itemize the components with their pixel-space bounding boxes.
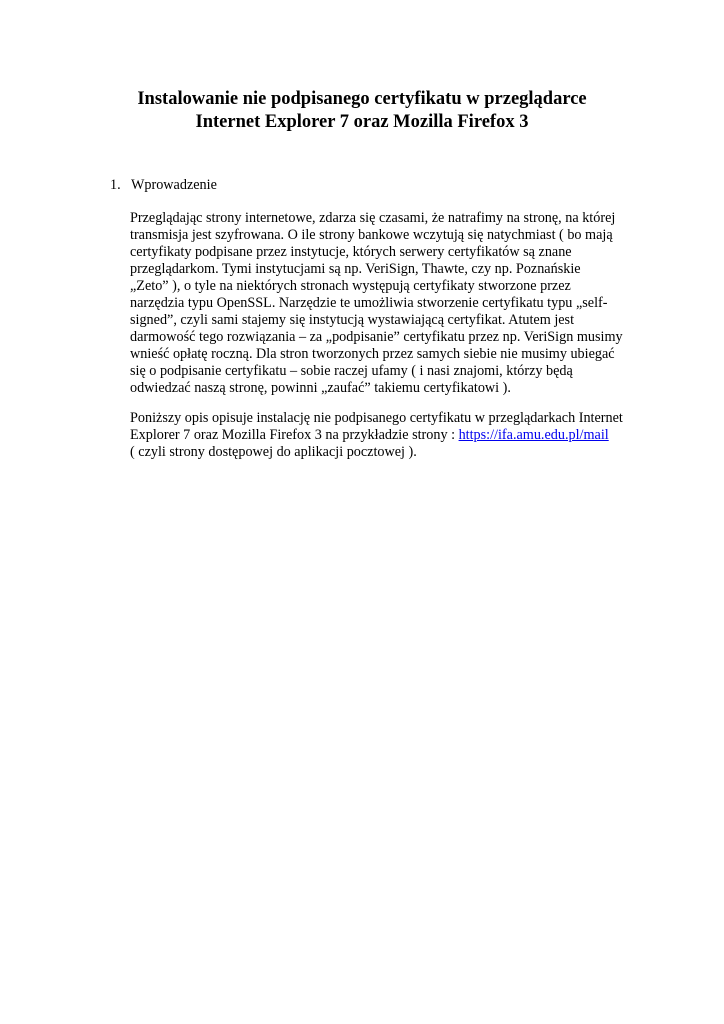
paragraph-line: przeglądarkom. Tymi instytucjami są np. VeriSign, Thawte, czy np. Poznańskie	[130, 261, 581, 277]
paragraph-line: odwiedzać naszą stronę, powinni „zaufać” takiemu certyfikatowi ).	[130, 380, 511, 396]
paragraph-line: wnieść opłatę roczną. Dla stron tworzonych przez samych siebie nie musimy ubiegać	[130, 346, 615, 362]
paragraph-line: narzędzia typu OpenSSL. Narzędzie te umożliwia stworzenie certyfikatu typu „self-	[130, 295, 608, 311]
paragraph-line: Poniższy opis opisuje instalację nie podpisanego certyfikatu w przeglądarkach Internet	[130, 410, 623, 426]
section-heading	[110, 177, 217, 194]
mail-link[interactable]: https://ifa.amu.edu.pl/mail	[458, 427, 609, 443]
paragraph-line: „Zeto” ), o tyle na niektórych stronach występują certyfikaty stworzone przez	[130, 278, 571, 294]
paragraph-line: ( czyli strony dostępowej do aplikacji pocztowej ).	[130, 444, 417, 460]
paragraph-line: transmisja jest szyfrowana. O ile strony bankowe wczytują się natychmiast ( bo mają	[130, 227, 613, 243]
paragraph-line: się o podpisanie certyfikatu – sobie raczej ufamy ( i nasi znajomi, którzy będą	[130, 363, 573, 379]
paragraph-line: certyfikaty podpisane przez instytucje, których serwery certyfikatów są znane	[130, 244, 572, 260]
paragraph-line: Przeglądając strony internetowe, zdarza się czasami, że natrafimy na stronę, na której	[130, 210, 616, 226]
paragraph-line: signed”, czyli sami stajemy się instytucją wystawiającą certyfikat. Atutem jest	[130, 312, 575, 328]
paragraph-line-with-link	[130, 427, 650, 444]
intro-paragraph	[130, 210, 650, 397]
title-line-2: Internet Explorer 7 oraz Mozilla Firefox 3	[195, 112, 529, 132]
description-paragraph	[130, 410, 650, 461]
title-line-1: Instalowanie nie podpisanego certyfikatu w przeglądarce	[137, 89, 587, 109]
section-number: 1.	[110, 177, 121, 193]
paragraph-line-text: Explorer 7 oraz Mozilla Firefox 3 na przykładzie strony :	[130, 427, 459, 443]
section-title: Wprowadzenie	[131, 177, 217, 193]
document-title	[0, 88, 724, 134]
paragraph-line: darmowość tego rozwiązania – za „podpisanie” certyfikatu przez np. VeriSign musimy	[130, 329, 623, 345]
